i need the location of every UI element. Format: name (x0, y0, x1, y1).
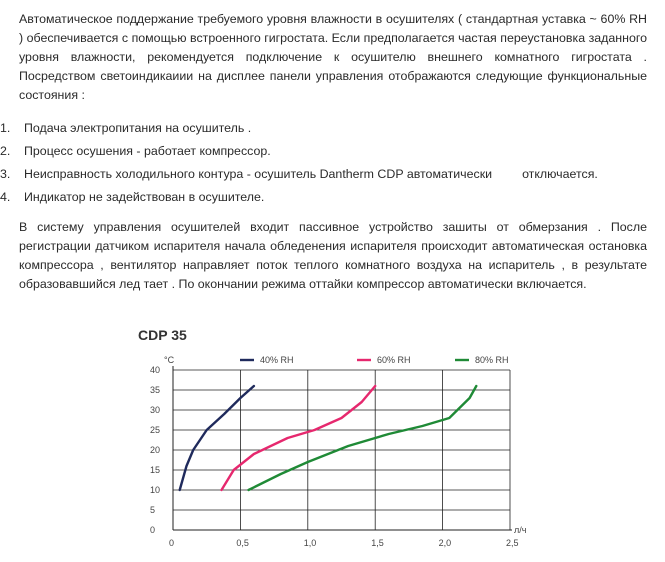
list-item-number: 4. (0, 190, 11, 204)
chart-title: CDP 35 (138, 327, 187, 343)
list-item-text (24, 186, 264, 209)
y-tick-label: 15 (150, 465, 161, 475)
list-item-main-text: Процесс осушения - работает компрессор. (24, 144, 271, 158)
x-axis-unit: л/ч (514, 525, 527, 535)
list-item-number: 2. (0, 144, 11, 158)
list-item-text (24, 117, 251, 140)
list-item-number: 1. (0, 121, 11, 135)
list-item-main-text: Подача электропитания на осушитель . (24, 121, 252, 135)
y-tick-label: 0 (150, 525, 156, 535)
x-tick-labels (169, 538, 519, 548)
list-item-text (24, 163, 598, 186)
intro-paragraph: Автоматическое поддержание требуемого уровня влажности в осушителях ( стандартная уставка ~ 60% RH ) обеспечивается с помощью встроенного гигростата. Если предполагается частая переустановка заданного уровня влажности, рекомендуется подключение к осушителю внешнего комнатного гигростата . Посредством светоиндикаиии на дисплее панели управления отображаются следующие функциональные состояния : (19, 12, 647, 102)
list-item-main-text: Неисправность холодильного контура - осушитель Dantherm CDP автоматически (24, 167, 493, 181)
y-tick-label: 35 (150, 385, 161, 395)
x-tick-label: 0,5 (236, 538, 249, 548)
legend-label: 60% RH (377, 355, 411, 365)
x-tick-label: 0 (169, 538, 175, 548)
x-tick-label: 1,5 (371, 538, 384, 548)
series-line (222, 386, 376, 490)
x-tick-label: 2,0 (438, 538, 452, 548)
y-axis-unit: °C (164, 355, 175, 365)
list-item-number: 3. (0, 167, 11, 181)
chart-series (180, 386, 477, 490)
y-tick-label: 30 (150, 405, 161, 415)
legend-label: 40% RH (260, 355, 294, 365)
y-tick-label: 40 (150, 365, 161, 375)
list-item-main-text: Индикатор не задействован в осушителе. (24, 190, 265, 204)
y-tick-label: 25 (150, 425, 161, 435)
y-tick-label: 5 (150, 505, 156, 515)
list-item-text (24, 140, 271, 163)
frost-protection-paragraph: В систему управления осушителей входит пассивное устройство зашиты от обмерзания . После регистрации датчиком испарителя начала обледенения испарителя происходит автоматическая остановка компрессора , вентилятор направляет поток теплого комнатного воздуха на испаритель , в результате образовавшийся лед тает . По окончании режима оттайки компрессор автоматически включается. (19, 220, 647, 291)
y-tick-label: 20 (150, 445, 161, 455)
legend-label: 80% RH (475, 355, 509, 365)
x-tick-label: 1,0 (303, 538, 317, 548)
list-item-tail-text: отключается. (522, 167, 598, 181)
chart-legend (240, 355, 509, 365)
y-tick-label: 10 (150, 485, 161, 495)
y-tick-labels (150, 365, 160, 535)
x-tick-label: 2,5 (506, 538, 519, 548)
cdp35-chart (0, 318, 560, 562)
series-line (180, 386, 254, 490)
